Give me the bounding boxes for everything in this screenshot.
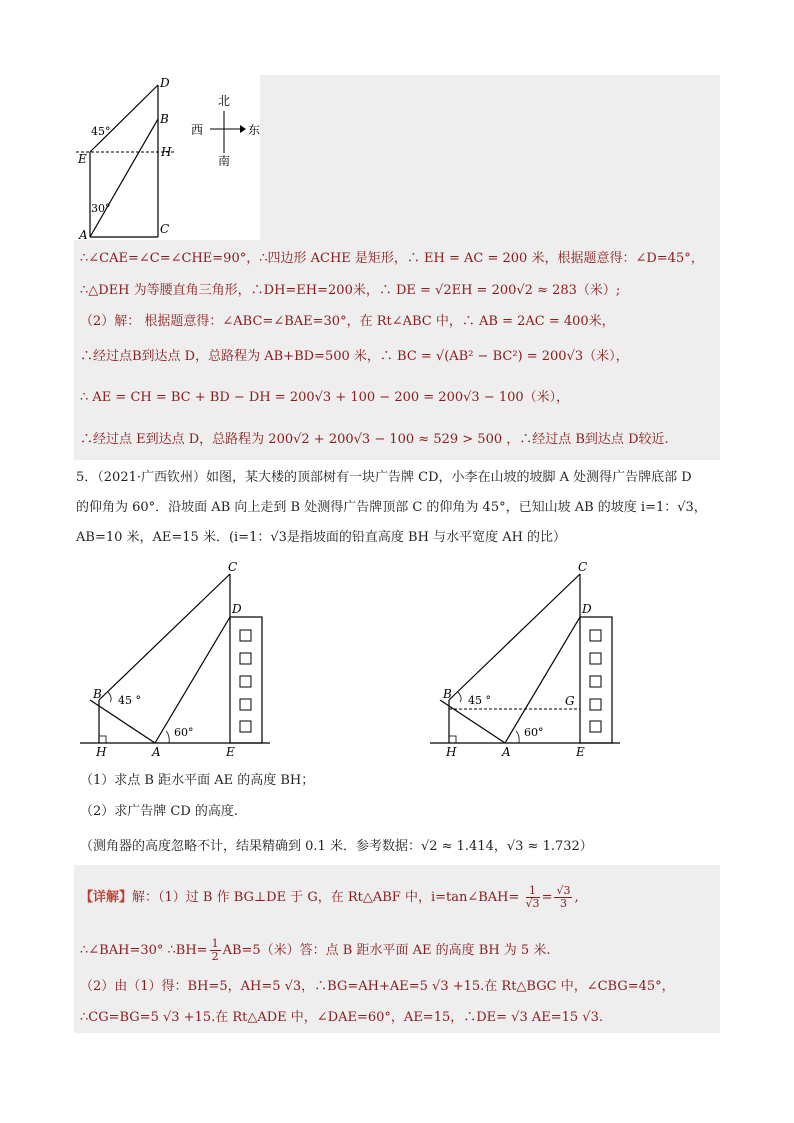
f5l-A: A: [152, 745, 161, 759]
f5r-D: D: [582, 602, 592, 616]
f5r-A: A: [502, 745, 511, 759]
fraction-1-den: √3: [525, 897, 540, 910]
fraction-3-den: 2: [211, 950, 219, 963]
compass-west: 西: [191, 123, 204, 137]
sol5-line3: （2）由（1）得：BH=5，AH=5 √3，∴BG=AH+AE=5 √3 +15.在 Rt△BGC 中，∠CBG=45°，: [80, 979, 675, 994]
q5-line1: 5．（2021·广西钦州）如图，某大楼的顶部树有一块广告牌 CD，小李在山坡的坡脚 A 处测得广告牌底部 D: [76, 470, 692, 485]
f5r-angle45: 45 °: [468, 694, 491, 707]
sol4-line1: ∴∠CAE=∠C=∠CHE=90°，∴四边形 ACHE 是矩形，∴ EH = AC = 200 米，根据题意得：∠D=45°，: [80, 251, 704, 266]
fraction-1: [526, 885, 540, 910]
figure-5-left: [80, 560, 280, 760]
sol5-line1: 【详解】解：（1）过 B 作 BG⊥DE 于 G，在 Rt△ABF 中，i=tan∠BAH= $\frac{1}{√3}$ = $\frac{√3}{3}$ ,: [80, 884, 579, 910]
f5l-E: E: [226, 745, 235, 759]
figure-5-right: [430, 560, 630, 760]
f5r-C: C: [578, 560, 588, 574]
f5l-D: D: [232, 602, 242, 616]
q5-line3: AB=10 米，AE=15 米．(i=1：√3是指坡面的铅直高度 BH 与水平宽度 AH 的比）: [76, 530, 567, 545]
fraction-1-num: 1: [526, 885, 540, 898]
f5l-angle60: 60°: [174, 726, 194, 739]
sol4-line6: ∴经过点 E到达点 D，总路程为 200√2 + 200√3 − 100 ≈ 529 > 500 ，∴经过点 B到达点 D较近.: [80, 432, 669, 447]
f5r-angle60: 60°: [524, 726, 544, 739]
label-E: E: [78, 152, 87, 166]
label-H: H: [161, 145, 172, 159]
sol5-line2-b: AB=5（米）答：点 B 距水平面 AE 的高度 BH 为 5 米.: [222, 943, 551, 958]
label-D: D: [160, 76, 170, 90]
f5l-C: C: [228, 560, 238, 574]
label-A: A: [79, 228, 88, 240]
sol5-line2: [80, 938, 550, 963]
f5l-H: H: [96, 745, 107, 759]
fraction-2-den: 3: [559, 897, 567, 910]
compass-north: 北: [218, 94, 231, 108]
angle-45: 45°: [91, 125, 111, 138]
q5-part2: （2）求广告牌 CD 的高度.: [80, 804, 239, 819]
label-B: B: [160, 112, 169, 126]
sol4-line2: ∴△DEH 为等腰直角三角形，∴DH=EH=200米，∴ DE = √2EH = 200√2 ≈ 283（米）;: [80, 283, 621, 298]
angle-30: 30°: [91, 202, 111, 215]
fraction-2: [554, 885, 572, 910]
detail-tag: 【详解】: [80, 890, 133, 905]
sol4-line5: ∴ AE = CH = BC + BD − DH = 200√3 + 100 − 200 = 200√3 − 100（米），: [80, 390, 570, 405]
sol4-line4: ∴经过点B到达点 D，总路程为 AB+BD=500 米，∴ BC = √(AB² − BC²) = 200√3（米），: [80, 349, 629, 364]
label-C: C: [160, 222, 170, 236]
f5r-E: E: [576, 745, 585, 759]
q5-note: （测角器的高度忽略不计，结果精确到 0.1 米．参考数据：√2 ≈ 1.414，√3 ≈ 1.732）: [80, 839, 593, 854]
f5r-G: G: [565, 694, 575, 708]
f5l-angle45: 45 °: [118, 694, 141, 707]
fraction-2-num: √3: [556, 884, 571, 897]
sol5-line4: ∴CG=BG=5 √3 +15.在 Rt△ADE 中，∠DAE=60°，AE=15，∴DE= √3 AE=15 √3.: [80, 1010, 603, 1025]
sol5-line1-text: 解：（1）过 B 作 BG⊥DE 于 G，在 Rt△ABF 中，i=tan∠BAH=: [132, 890, 520, 905]
sol4-line3: （2）解： 根据题意得：∠ABC=∠BAE=30°，在 Rt∠ABC 中，∴ AB = 2AC = 400米，: [80, 314, 615, 329]
fraction-3: [210, 938, 221, 963]
compass-south: 南: [218, 154, 231, 168]
sol5-line2-a: ∴∠BAH=30° ∴BH=: [80, 943, 208, 958]
top-figure: [74, 75, 260, 240]
q5-part1: （1）求点 B 距水平面 AE 的高度 BH；: [80, 773, 315, 788]
f5l-B: B: [93, 687, 102, 701]
f5r-B: B: [443, 687, 452, 701]
q5-line2: 的仰角为 60°．沿坡面 AB 向上走到 B 处测得广告牌顶部 C 的仰角为 45°，已知山坡 AB 的坡度 i=1：√3，: [76, 500, 707, 515]
fraction-3-num: 1: [211, 937, 219, 950]
f5r-H: H: [446, 745, 457, 759]
compass-east: 东: [248, 123, 260, 137]
